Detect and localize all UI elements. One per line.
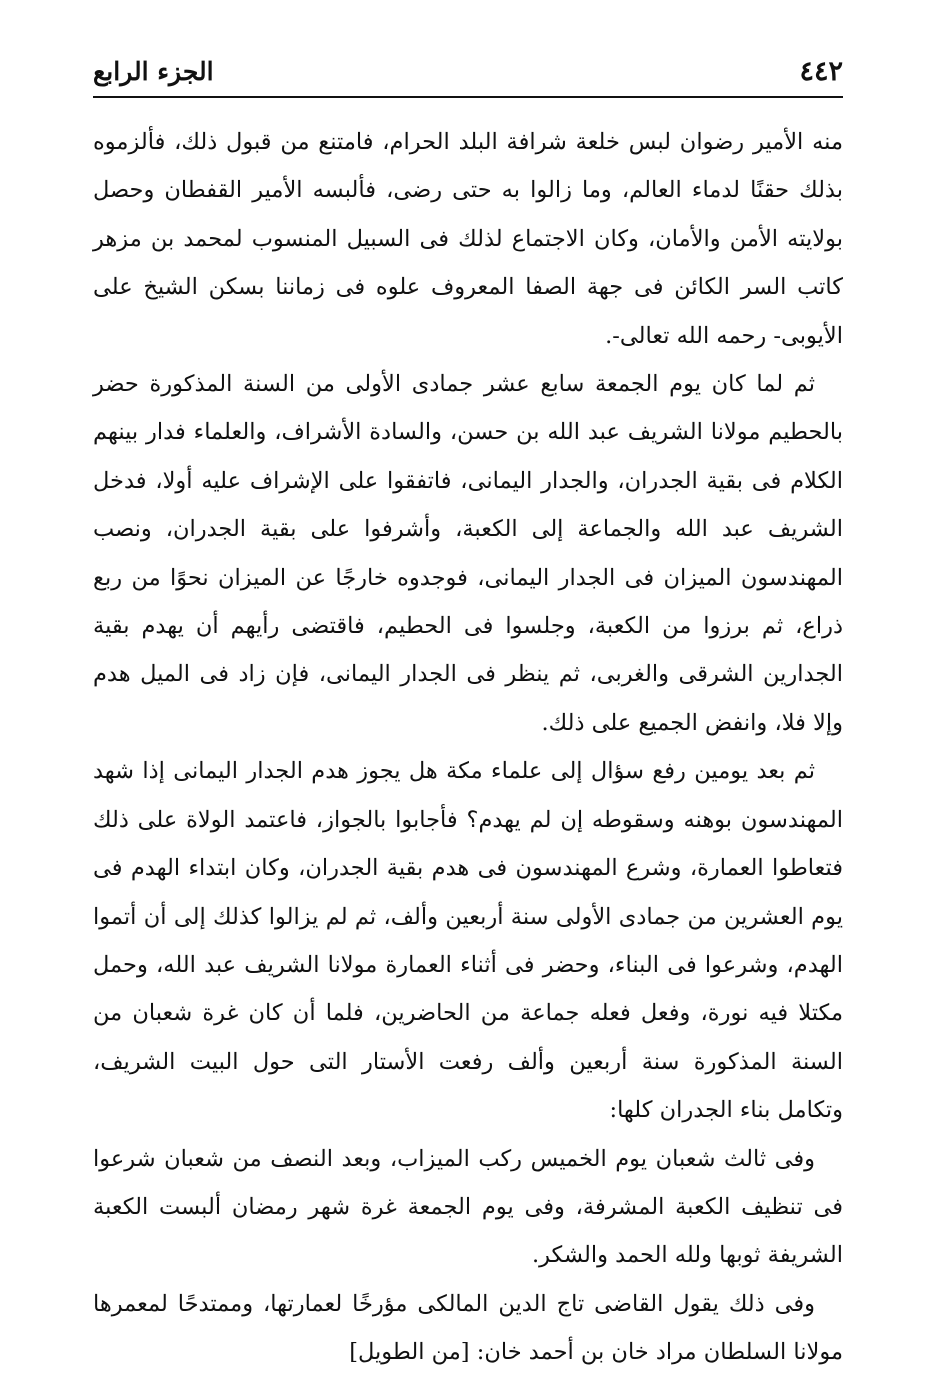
- paragraph-friday-inspection: ثم لما كان يوم الجمعة سابع عشر جمادى الأولى من السنة المذكورة حضر بالحطيم مولانا الشريف عبد الله بن حسن، والسادة الأشراف، والعلماء فدار بينهم الكلام فى بقية الجدران، والجدار اليمانى، فاتفقوا على الإشراف عليه أولا، فدخل الشريف عبد الله والجماعة إلى الكعبة، وأشرفوا على بقية الجدران، ونصب المهندسون الميزان فى الجدار اليمانى، فوجدوه خارجًا عن الميزان نحوًا من ربع ذراع، ثم برزوا من الكعبة، وجلسوا فى الحطيم، فاقتضى رأيهم أن يهدم بقية الجدارين الشرقى والغربى، ثم ينظر فى الجدار اليمانى، فإن زاد فى الميل هدم وإلا فلا، وانفض الجميع على ذلك.: [93, 371, 843, 736]
- running-title: الجزء الرابع: [93, 57, 214, 86]
- paragraph-demolition: ثم بعد يومين رفع سؤال إلى علماء مكة هل يجوز هدم الجدار اليمانى إذا شهد المهندسون بوهنه وسقوطه إن لم يهدم؟ فأجابوا بالجواز، فاعتمد الولاة على ذلك فتعاطوا العمارة، وشرع المهندسون فى هدم بقية الجدران، وكان ابتداء الهدم فى يوم العشرين من جمادى الأولى سنة أربعين وألف، ثم لم يزالوا كذلك إلى أن أتموا الهدم، وشرعوا فى البناء، وحضر فى أثناء العمارة مولانا الشريف عبد الله، وحمل مكتلا فيه نورة، وفعل فعله جماعة من الحاضرين، فلما أن كان غرة شعبان من السنة المذكورة سنة أربعين وألف رفعت الأستار التى حول البيت الشريف، وتكامل بناء الجدران كلها:: [93, 758, 843, 1124]
- page-number: ٤٤٢: [799, 56, 843, 87]
- paragraph-mizab: وفى ثالث شعبان يوم الخميس ركب الميزاب، وبعد النصف من شعبان شرعوا فى تنظيف الكعبة المشرفة، وفى يوم الجمعة غرة شهر رمضان ألبست الكعبة الشريفة ثوبها ولله الحمد والشكر.: [93, 1145, 843, 1269]
- header-rule: [93, 96, 843, 98]
- paragraph-continuation: منه الأمير رضوان لبس خلعة شرافة البلد الحرام، فامتنع من قبول ذلك، فألزموه بذلك حقنًا لدماء العالم، وما زالوا به حتى رضى، فألبسه الأمير القفطان وحصل بولايته الأمن والأمان، وكان الاجتماع لذلك فى السبيل المنسوب لمحمد بن مزهر كاتب السر الكائن فى جهة الصفا المعروف علوه فى زماننا بسكن الشيخ على الأيوبى- رحمه الله تعالى-.: [93, 129, 843, 349]
- page-header: [93, 52, 843, 92]
- paragraph-poem-intro: وفى ذلك يقول القاضى تاج الدين المالكى مؤرخًا لعمارتها، وممتدحًا لمعمرها مولانا السلطان مراد خان بن أحمد خان: [من الطويل]: [93, 1290, 843, 1366]
- main-text: [93, 118, 843, 1377]
